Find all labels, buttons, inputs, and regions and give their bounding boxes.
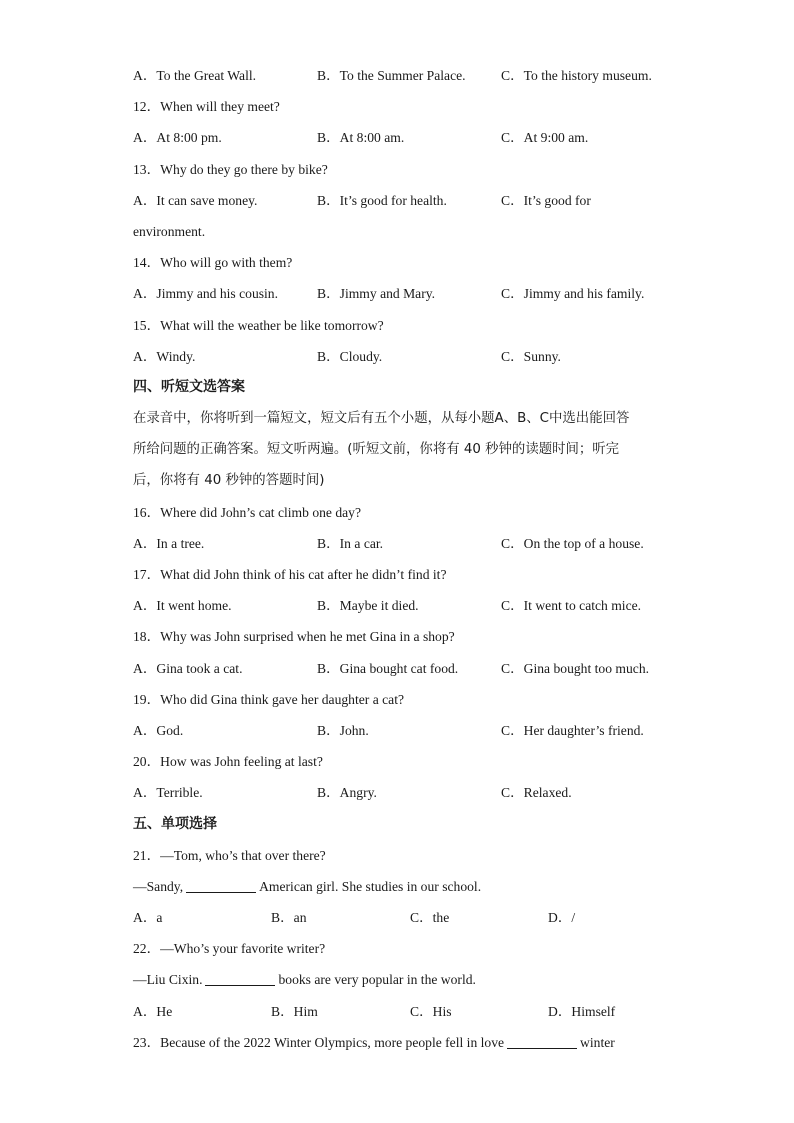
q22-dialogue xyxy=(133,966,673,997)
q12-option-b[interactable]: B．At 8:00 am. xyxy=(317,130,405,146)
q21-stem: 21．—Tom, who’s that over there? xyxy=(133,847,326,863)
q15-options xyxy=(133,343,673,374)
section-4-instructions-line-2: 所给问题的正确答案。短文听两遍。(听短文前，你将有 40 秒钟的读题时间；听完 xyxy=(133,442,620,458)
q15-option-b[interactable]: B．Cloudy. xyxy=(317,348,383,364)
q16-options xyxy=(133,530,673,561)
q21-option-a[interactable]: A．a xyxy=(133,910,163,926)
q22-option-a[interactable]: A．He xyxy=(133,1003,173,1019)
q15-option-c[interactable]: C．Sunny. xyxy=(501,348,561,364)
q11-option-b[interactable]: B．To the Summer Palace. xyxy=(317,68,466,83)
q22-dialogue-start: —Liu Cixin. xyxy=(133,972,203,988)
q12-options xyxy=(133,124,673,155)
section-4-instructions-line-3: 后，你将有 40 秒钟的答题时间) xyxy=(133,473,325,489)
q13-option-c-continued: environment. xyxy=(133,223,206,239)
q22-answer-blank[interactable] xyxy=(205,971,275,986)
q13-option-c[interactable]: C．It’s good for xyxy=(501,192,591,208)
q18-option-a[interactable]: A．Gina took a cat. xyxy=(133,660,243,676)
q21-dialogue-start: —Sandy, xyxy=(133,878,184,894)
q19-option-a[interactable]: A．God. xyxy=(133,722,184,738)
q23-stem-end: winter xyxy=(580,1034,615,1050)
q16-option-a[interactable]: A．In a tree. xyxy=(133,535,205,551)
exam-page xyxy=(133,62,673,1060)
q23-stem-start: 23．Because of the 2022 Winter Olympics, more people fell in love xyxy=(133,1034,505,1050)
q17-stem: 17．What did John think of his cat after he didn’t find it? xyxy=(133,567,447,582)
q22-stem: 22．—Who’s your favorite writer? xyxy=(133,941,326,957)
q13-stem: 13．Why do they go there by bike? xyxy=(133,161,328,177)
q16-option-c[interactable]: C．On the top of a house. xyxy=(501,535,644,551)
q21-options xyxy=(133,904,673,935)
q21-answer-blank[interactable] xyxy=(186,878,256,893)
q12-option-a[interactable]: A．At 8:00 pm. xyxy=(133,130,222,146)
q11-option-a[interactable]: A．To the Great Wall. xyxy=(133,68,257,83)
q18-options xyxy=(133,655,673,686)
q18-stem: 18．Why was John surprised when he met Gina in a shop? xyxy=(133,629,455,645)
q18-option-c[interactable]: C．Gina bought too much. xyxy=(501,660,650,676)
q20-options xyxy=(133,779,673,810)
q15-option-a[interactable]: A．Windy. xyxy=(133,348,196,364)
q15-stem: 15．What will the weather be like tomorrow? xyxy=(133,317,384,333)
q20-stem: 20．How was John feeling at last? xyxy=(133,754,323,770)
q21-dialogue-end: American girl. She studies in our school. xyxy=(259,878,482,894)
q23-stem xyxy=(133,1029,673,1060)
q16-stem: 16．Where did John’s cat climb one day? xyxy=(133,504,362,520)
q16-option-b[interactable]: B．In a car. xyxy=(317,535,384,551)
q18-option-b[interactable]: B．Gina bought cat food. xyxy=(317,660,459,676)
q11-option-c[interactable]: C．To the history museum. xyxy=(501,68,652,83)
q20-option-c[interactable]: C．Relaxed. xyxy=(501,785,572,801)
section-4-instructions-line-1: 在录音中，你将听到一篇短文，短文后有五个小题，从每小题A、B、C中选出能回答 xyxy=(133,411,630,427)
q19-options xyxy=(133,717,673,748)
q22-option-c[interactable]: C．His xyxy=(410,1003,452,1019)
q19-option-b[interactable]: B．John. xyxy=(317,722,369,738)
q17-option-a[interactable]: A．It went home. xyxy=(133,598,232,614)
q17-option-c[interactable]: C．It went to catch mice. xyxy=(501,598,642,614)
q20-option-b[interactable]: B．Angry. xyxy=(317,785,377,801)
q21-dialogue xyxy=(133,873,673,904)
q22-options xyxy=(133,998,673,1029)
q14-option-c[interactable]: C．Jimmy and his family. xyxy=(501,286,645,302)
q17-option-b[interactable]: B．Maybe it died. xyxy=(317,598,419,614)
q22-dialogue-end: books are very popular in the world. xyxy=(278,972,476,988)
q14-option-a[interactable]: A．Jimmy and his cousin. xyxy=(133,286,278,302)
q14-option-b[interactable]: B．Jimmy and Mary. xyxy=(317,286,436,302)
q23-answer-blank[interactable] xyxy=(507,1034,577,1049)
q13-option-a[interactable]: A．It can save money. xyxy=(133,192,258,208)
q22-option-d[interactable]: D．Himself xyxy=(548,1003,616,1019)
q13-option-b[interactable]: B．It’s good for health. xyxy=(317,192,447,208)
section-4-heading: 四、听短文选答案 xyxy=(133,378,245,395)
q14-options xyxy=(133,280,673,311)
q11-options xyxy=(133,62,673,93)
q21-option-d[interactable]: D．/ xyxy=(548,910,576,926)
q12-option-c[interactable]: C．At 9:00 am. xyxy=(501,130,589,146)
q19-stem: 19．Who did Gina think gave her daughter a cat? xyxy=(133,691,405,707)
q21-option-c[interactable]: C．the xyxy=(410,910,450,926)
q14-stem: 14．Who will go with them? xyxy=(133,255,293,271)
q13-options xyxy=(133,187,673,218)
q19-option-c[interactable]: C．Her daughter’s friend. xyxy=(501,722,644,738)
q21-option-b[interactable]: B．an xyxy=(271,910,307,926)
q17-options xyxy=(133,592,673,623)
q22-option-b[interactable]: B．Him xyxy=(271,1003,318,1019)
q20-option-a[interactable]: A．Terrible. xyxy=(133,785,203,801)
section-5-heading: 五、单项选择 xyxy=(133,815,217,832)
q12-stem: 12．When will they meet? xyxy=(133,99,280,115)
